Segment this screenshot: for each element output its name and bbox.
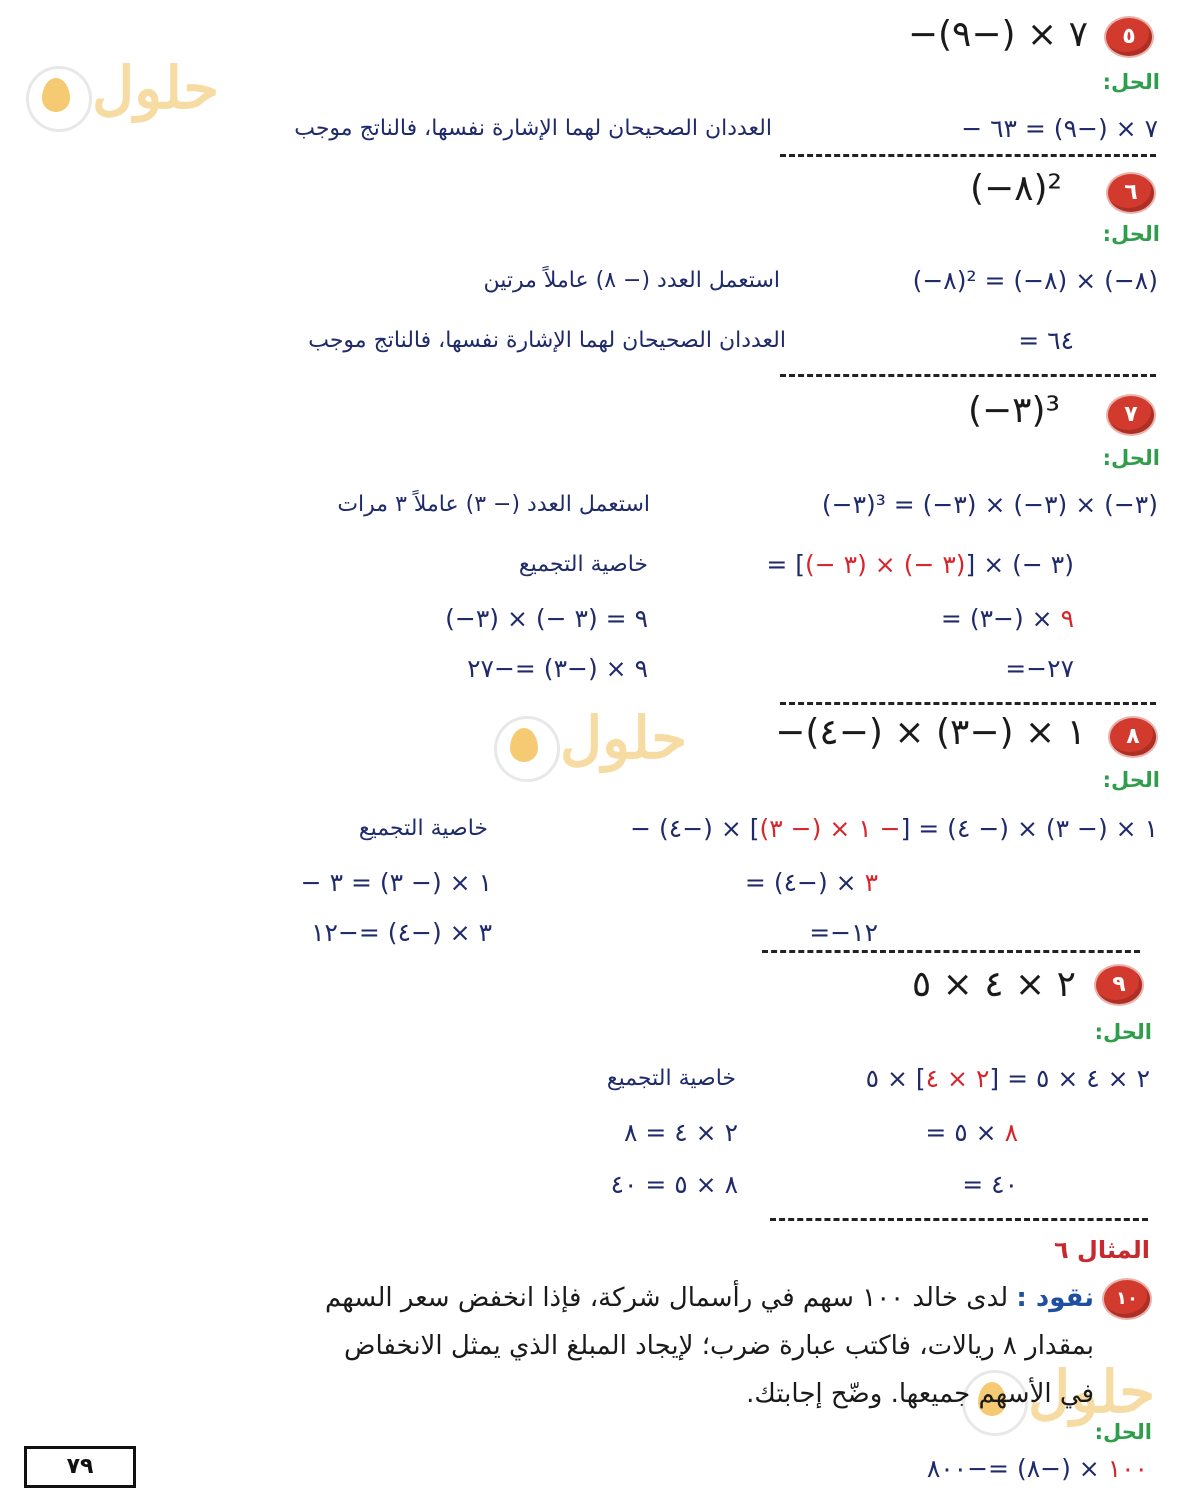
eq-highlight: ١٠٠ bbox=[1107, 1454, 1148, 1483]
eq-part: = bbox=[925, 1118, 955, 1147]
eq-part: ٢ × ٤ × ٥ = [ bbox=[989, 1064, 1150, 1093]
problem-6-note-2: العددان الصحيحان لهما الإشارة نفسها، فالناتج موجب bbox=[308, 328, 786, 353]
divider bbox=[762, 950, 1140, 953]
problem-7-equation-3 bbox=[941, 604, 1074, 633]
problem-7-question: (−٣)³ bbox=[967, 390, 1060, 431]
example-topic: نقود : bbox=[1016, 1283, 1094, 1313]
divider bbox=[780, 154, 1156, 157]
watermark-text: حلول bbox=[92, 54, 220, 122]
eq-highlight: ٣ bbox=[864, 868, 878, 897]
problem-9-number-badge: ٩ bbox=[1096, 966, 1142, 1004]
solution-label: الحل: bbox=[1102, 222, 1160, 246]
problem-8-question: −١ × (−٣) × (−٤) bbox=[775, 712, 1086, 753]
solution-label: الحل: bbox=[1094, 1020, 1152, 1044]
problem-8-note-1: خاصية التجميع bbox=[358, 816, 488, 841]
eq-part: ] × (− ٣) bbox=[965, 550, 1074, 579]
problem-6-question: (−٨)² bbox=[969, 168, 1062, 209]
problem-5-question: −٧ × (−٩) bbox=[907, 14, 1088, 55]
solution-label: الحل: bbox=[1094, 1420, 1152, 1444]
eq-part: × (−٨) =−٨٠٠ bbox=[926, 1454, 1108, 1483]
problem-6-equation-2: = ٦٤ bbox=[1018, 326, 1074, 355]
example-text-line-1 bbox=[325, 1274, 1094, 1322]
problem-5-number-badge: ٥ bbox=[1106, 18, 1152, 56]
problem-7-note-1: استعمل العدد (− ٣) عاملاً ٣ مرات bbox=[337, 492, 650, 517]
problem-8-note-3: ٣ × (−٤) =−١٢ bbox=[311, 918, 492, 947]
problem-7-note-3: (−٣) × (− ٣) = ٩ bbox=[445, 604, 648, 633]
problem-7-equation-1: (−٣)³ = (−٣) × (−٣) × (−٣) bbox=[821, 490, 1158, 519]
problem-9-note-2: ٢ × ٤ = ٨ bbox=[624, 1118, 738, 1147]
eq-part: × (−٤) bbox=[773, 868, 865, 897]
example-text-line-3: في الأسهم جميعها. وضّح إجابتك. bbox=[746, 1379, 1094, 1409]
problem-7-equation-2 bbox=[766, 550, 1074, 579]
problem-6-equation-1: (−٨)² = (−٨) × (−٨) bbox=[912, 266, 1158, 295]
eq-part: ] × ٥ bbox=[865, 1064, 926, 1093]
divider bbox=[780, 702, 1156, 705]
eq-part: = bbox=[940, 604, 970, 633]
problem-5-equation-1: − ٧ × (−٩) = ٦٣ bbox=[961, 114, 1158, 143]
eq-highlight: ٩ bbox=[1060, 604, 1074, 633]
divider bbox=[770, 1218, 1148, 1221]
problem-7-equation-4: =−٢٧ bbox=[1005, 654, 1074, 683]
problem-8-number-badge: ٨ bbox=[1110, 718, 1156, 756]
eq-part: ] × (−٤) bbox=[659, 814, 760, 843]
eq-highlight: ٨ bbox=[1004, 1118, 1018, 1147]
eq-highlight: ٢ × ٤ bbox=[925, 1064, 990, 1093]
eq-part: = bbox=[744, 868, 774, 897]
watermark-drop-icon bbox=[510, 728, 538, 762]
example-title: المثال ٦ bbox=[1054, 1236, 1150, 1264]
problem-9-note-3: ٨ × ٥ = ٤٠ bbox=[610, 1170, 738, 1199]
problem-9-question: ٢ × ٤ × ٥ bbox=[911, 964, 1076, 1005]
problem-10-number-badge: ١٠ bbox=[1104, 1280, 1150, 1318]
solution-label: الحل: bbox=[1102, 70, 1160, 94]
watermark-drop-icon bbox=[42, 78, 70, 112]
example-text-line-2: بمقدار ٨ ريالات، فاكتب عبارة ضرب؛ لإيجاد المبلغ الذي يمثل الانخفاض bbox=[344, 1331, 1094, 1361]
eq-part: − ١ × (− ٣) × (− ٤) = [ bbox=[630, 814, 1158, 843]
eq-highlight: − ١ × (− ٣) bbox=[759, 814, 901, 843]
eq-part: × ٥ bbox=[954, 1118, 1005, 1147]
watermark-text: حلول bbox=[560, 704, 688, 772]
eq-part: × (−٣) bbox=[969, 604, 1061, 633]
problem-9-equation-3: = ٤٠ bbox=[962, 1170, 1018, 1199]
problem-9-equation-1 bbox=[866, 1064, 1150, 1093]
eq-highlight: (− ٣) × (− ٣) bbox=[805, 550, 966, 579]
solution-label: الحل: bbox=[1102, 446, 1160, 470]
watermark-logo-top bbox=[26, 54, 226, 142]
example-answer bbox=[927, 1454, 1148, 1483]
problem-7-note-4: ٩ × (−٣) =−٢٧ bbox=[467, 654, 648, 683]
problem-9-note-1: خاصية التجميع bbox=[606, 1066, 736, 1091]
problem-7-number-badge: ٧ bbox=[1108, 396, 1154, 434]
solution-label: الحل: bbox=[1102, 768, 1160, 792]
example-text: لدى خالد ١٠٠ سهم في رأسمال شركة، فإذا انخفض سعر السهم bbox=[324, 1283, 1009, 1313]
watermark-logo-middle bbox=[494, 704, 694, 792]
page-number: ٧٩ bbox=[24, 1446, 136, 1488]
problem-5-note-1: العددان الصحيحان لهما الإشارة نفسها، فالناتج موجب bbox=[294, 116, 772, 141]
problem-8-equation-1 bbox=[630, 814, 1158, 843]
eq-part: = [ bbox=[766, 550, 805, 579]
watermark-text: حلول bbox=[1028, 1358, 1156, 1426]
problem-8-equation-3: =−١٢ bbox=[809, 918, 878, 947]
problem-7-note-2: خاصية التجميع bbox=[518, 552, 648, 577]
problem-8-note-2: − ١ × (− ٣) = ٣ bbox=[300, 868, 492, 897]
problem-8-equation-2 bbox=[745, 868, 878, 897]
problem-6-note-1: استعمل العدد (− ٨) عاملاً مرتين bbox=[483, 268, 780, 293]
problem-9-equation-2 bbox=[925, 1118, 1018, 1147]
problem-6-number-badge: ٦ bbox=[1108, 174, 1154, 212]
divider bbox=[780, 374, 1156, 377]
